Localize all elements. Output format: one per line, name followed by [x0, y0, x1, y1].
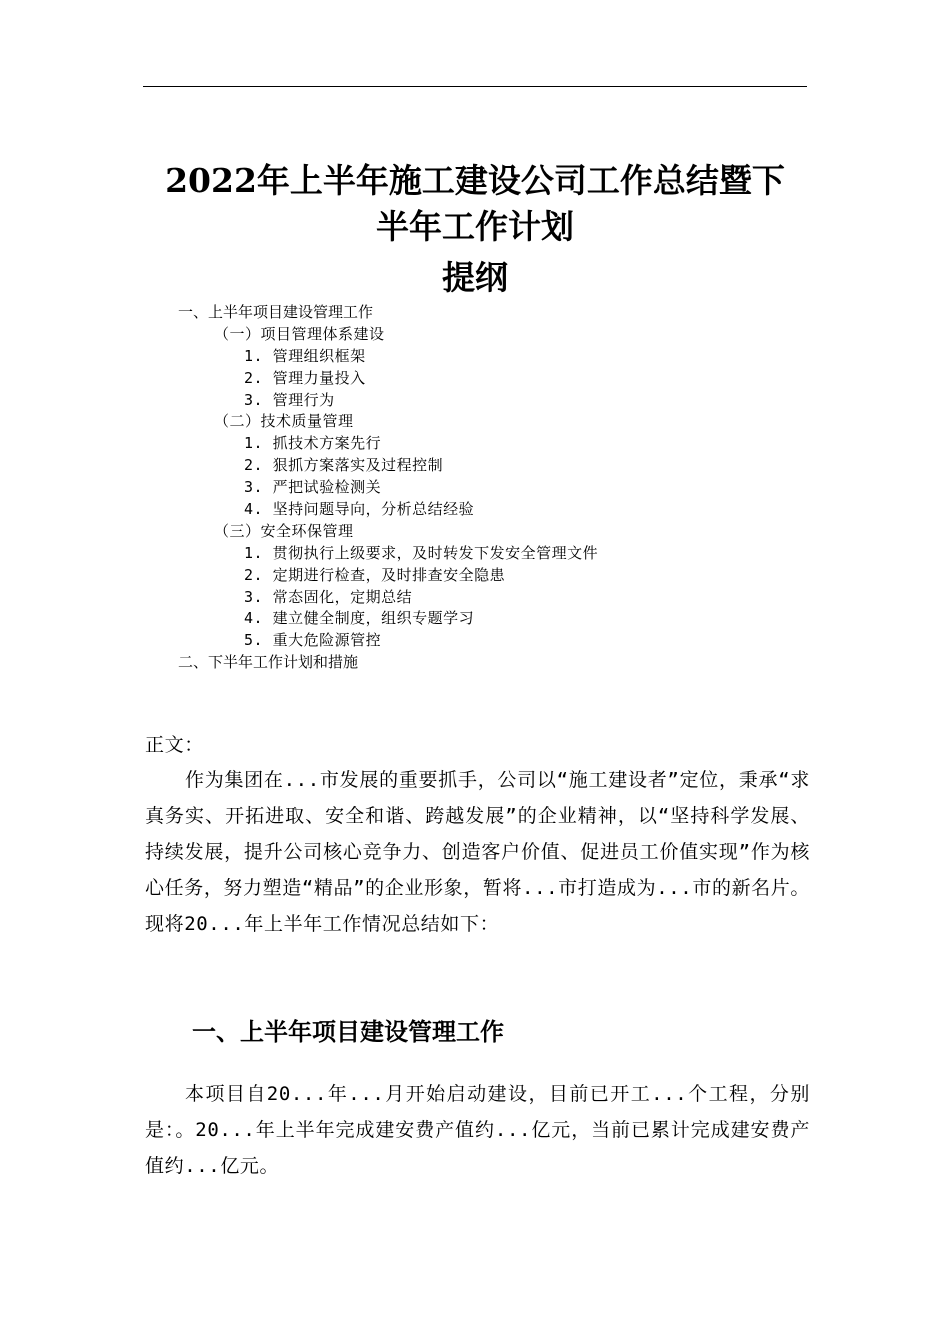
outline-item: 4. 建立健全制度，组织专题学习: [244, 609, 475, 628]
outline-item: 2. 管理力量投入: [244, 368, 366, 387]
outline-item: 1. 管理组织框架: [244, 346, 366, 365]
outline-item: 3. 严把试验检测关: [244, 478, 382, 497]
outline-item: 2. 定期进行检查，及时排查安全隐患: [244, 565, 506, 584]
outline-item: 3. 管理行为: [244, 390, 335, 409]
title-line-1: 2022年上半年施工建设公司工作总结暨下: [165, 161, 785, 200]
outline-item: （一）项目管理体系建设: [214, 324, 385, 343]
outline-item: 一、上半年项目建设管理工作: [178, 303, 374, 321]
body-label: 正文：: [145, 734, 204, 756]
intro-paragraph: 作为集团在...市发展的重要抓手，公司以“施工建设者”定位，秉承“求真务实、开拓进取、安全和谐、跨越发展”的企业精神，以“坚持科学发展、持续发展，提升公司核心竞争力、创造客户价值、促进员工价值实现”作为核心任务，努力塑造“精品”的企业形象，暂将...市打造成为...市的新名片。现将20...年上半年工作情况总结如下：: [145, 769, 810, 935]
outline-heading: 提纲: [442, 258, 508, 297]
outline-item: （三）安全环保管理: [214, 521, 354, 540]
outline-item: 5. 重大危险源管控: [244, 631, 382, 650]
outline-item: 3. 常态固化，定期总结: [244, 587, 413, 606]
outline-item: 1. 贯彻执行上级要求，及时转发下发安全管理文件: [244, 543, 599, 562]
title-line-2: 半年工作计划: [376, 207, 574, 246]
header-rule: [143, 86, 807, 87]
outline-item: 4. 坚持问题导向，分析总结经验: [244, 500, 475, 519]
outline-list: [0, 302, 950, 674]
outline-item: 2. 狠抓方案落实及过程控制: [244, 456, 444, 475]
document-title: [120, 158, 830, 250]
outline-item: 1. 抓技术方案先行: [244, 434, 382, 453]
outline-item: （二）技术质量管理: [214, 412, 354, 431]
outline-item: 二、下半年工作计划和措施: [178, 653, 359, 672]
section-paragraph: 本项目自20...年...月开始启动建设，目前已开工...个工程，分别是：。20...年上半年完成建安费产值约...亿元，当前已累计完成建安费产值约...亿元。: [145, 1083, 810, 1177]
section-heading: 一、上半年项目建设管理工作: [192, 1018, 504, 1046]
